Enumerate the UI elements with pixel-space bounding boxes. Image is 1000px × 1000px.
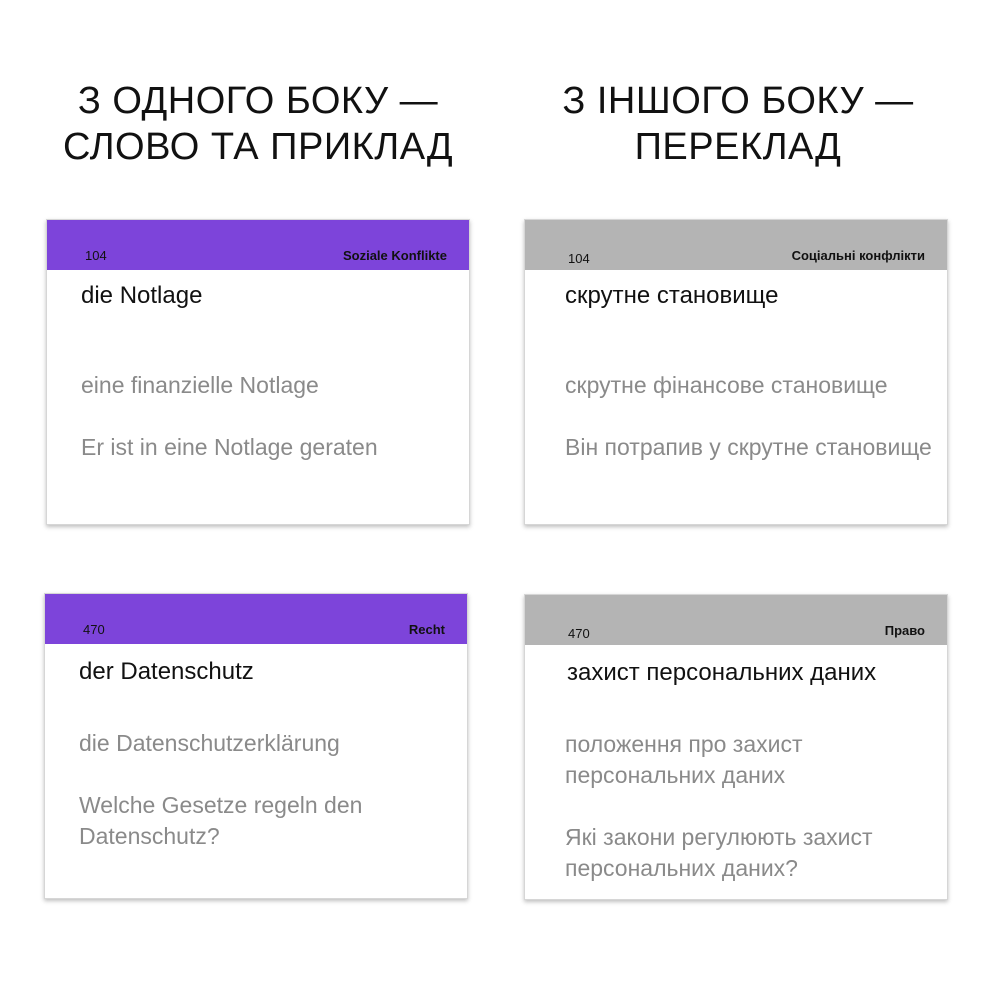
card-example-2: Welche Gesetze regeln den Datenschutz? — [79, 792, 363, 849]
card-term: die Notlage — [81, 282, 203, 309]
card-number: 104 — [568, 251, 590, 266]
card-number: 470 — [83, 622, 105, 637]
card-number: 470 — [568, 626, 590, 641]
card-header — [525, 220, 947, 270]
heading-back-side — [508, 78, 968, 170]
heading-back-line-2: ПЕРЕКЛАД — [634, 126, 842, 168]
heading-front-side — [28, 78, 488, 170]
card-example-2: Er ist in eine Notlage geraten — [81, 434, 378, 460]
card-header — [525, 595, 947, 645]
card-example-1: eine finanzielle Notlage — [81, 372, 319, 398]
card-example-1: die Datenschutzerklärung — [79, 730, 340, 756]
heading-front-line-1: З ОДНОГО БОКУ — — [77, 80, 439, 122]
flashcard-back-datenschutz — [524, 594, 948, 900]
card-header — [47, 220, 469, 270]
card-topic: Соціальні конфлікти — [791, 248, 925, 263]
card-term: скрутне становище — [565, 282, 779, 309]
heading-front-line-2: СЛОВО ТА ПРИКЛАД — [62, 126, 454, 168]
card-example-1: скрутне фінансове становище — [565, 372, 888, 398]
card-term: der Datenschutz — [79, 658, 254, 685]
card-example-1: положення про захист персональних даних — [565, 731, 803, 788]
card-example-2: Які закони регулюють захист персональних даних? — [565, 824, 873, 881]
heading-back-line-1: З ІНШОГО БОКУ — — [562, 80, 914, 122]
flashcard-back-notlage — [524, 219, 948, 525]
card-topic: Recht — [408, 622, 445, 637]
card-header — [45, 594, 467, 644]
card-topic: Право — [884, 623, 925, 638]
flashcard-front-datenschutz — [44, 593, 468, 899]
card-example-2: Він потрапив у скрутне становище — [565, 434, 932, 460]
card-term: захист персональних даних — [567, 659, 877, 686]
card-number: 104 — [85, 248, 107, 263]
flashcard-front-notlage — [46, 219, 470, 525]
card-topic: Soziale Konflikte — [342, 248, 447, 263]
